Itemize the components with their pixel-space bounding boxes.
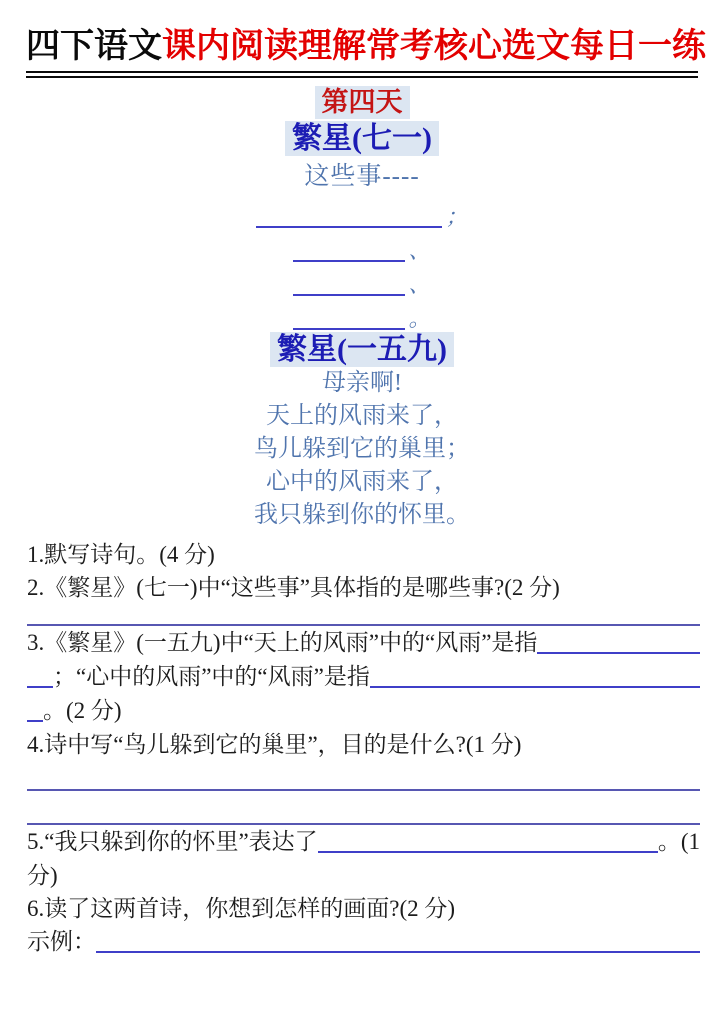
question-5-text: 5.“我只躲到你的怀里”表达了 — [27, 829, 318, 855]
poem2-line: 心中的风雨来了， — [266, 469, 458, 496]
answer-blank — [27, 714, 43, 722]
answer-line — [27, 791, 700, 825]
question-5-line-1 — [27, 825, 700, 859]
poem1-opening-line: 这些事---- — [304, 163, 420, 191]
example-label: 示例： — [27, 929, 96, 955]
day-heading-row — [0, 78, 724, 118]
questions-section — [27, 538, 700, 959]
example-answer-row — [27, 925, 700, 959]
question-3-text: 3.《繁星》(一五九)中“天上的风雨”中的“风雨”是指 — [27, 630, 538, 656]
answer-blank — [96, 945, 700, 953]
answer-blank — [293, 256, 405, 262]
poem2-line: 母亲啊! — [322, 370, 402, 397]
poem2-line: 天上的风雨来了， — [266, 403, 458, 430]
answer-blank — [318, 845, 658, 853]
worksheet-body — [0, 78, 724, 959]
question-6: 6.读了这两首诗，你想到怎样的画面?(2 分) — [27, 896, 456, 922]
answer-blank — [293, 324, 405, 330]
question-3-line-1 — [27, 626, 700, 660]
poem1-title: 繁星(七一) — [285, 121, 439, 157]
question-3-text: ；“心中的风雨”中的“风雨”是指 — [53, 664, 370, 690]
answer-blank — [370, 680, 700, 688]
poem2-line: 鸟儿躲到它的巢里； — [254, 436, 470, 463]
page-title — [26, 26, 706, 78]
poem1-blank-row — [0, 296, 724, 330]
question-5-text: 。(1 — [657, 829, 700, 855]
question-3-line-2 — [27, 660, 700, 694]
answer-line — [27, 604, 700, 626]
answer-line — [27, 761, 700, 791]
poem1-blank-row — [0, 228, 724, 262]
answer-blank — [256, 222, 442, 228]
poem1-title-row — [0, 119, 724, 157]
blank-punctuation: 。 — [408, 305, 431, 331]
poem2-title: 繁星(一五九) — [270, 332, 454, 368]
poem2-title-row — [0, 330, 724, 368]
poem1-blank-row — [0, 194, 724, 228]
poem1-blank-row — [0, 262, 724, 296]
question-2: 2.《繁星》(七一)中“这些事”具体指的是哪些事?(2 分) — [27, 575, 560, 601]
title-grade-prefix: 四下语文 — [26, 28, 162, 65]
question-5-line-2: 分) — [27, 863, 58, 889]
answer-blank — [293, 290, 405, 296]
question-3-line-3 — [27, 694, 700, 728]
title-main: 课内阅读理解常考核心选文每日一练 — [162, 28, 706, 65]
day-heading: 第四天 — [315, 86, 410, 118]
question-3-text: 。(2 分) — [43, 698, 122, 724]
blank-punctuation: 、 — [408, 271, 431, 297]
poem2-line: 我只躲到你的怀里。 — [254, 502, 470, 529]
answer-blank — [537, 646, 700, 654]
blank-punctuation: ； — [445, 203, 468, 229]
question-1: 1.默写诗句。(4 分) — [27, 542, 215, 568]
answer-blank — [27, 680, 53, 688]
question-4: 4.诗中写“鸟儿躲到它的巢里”，目的是什么?(1 分) — [27, 732, 522, 758]
blank-punctuation: 、 — [408, 237, 431, 263]
